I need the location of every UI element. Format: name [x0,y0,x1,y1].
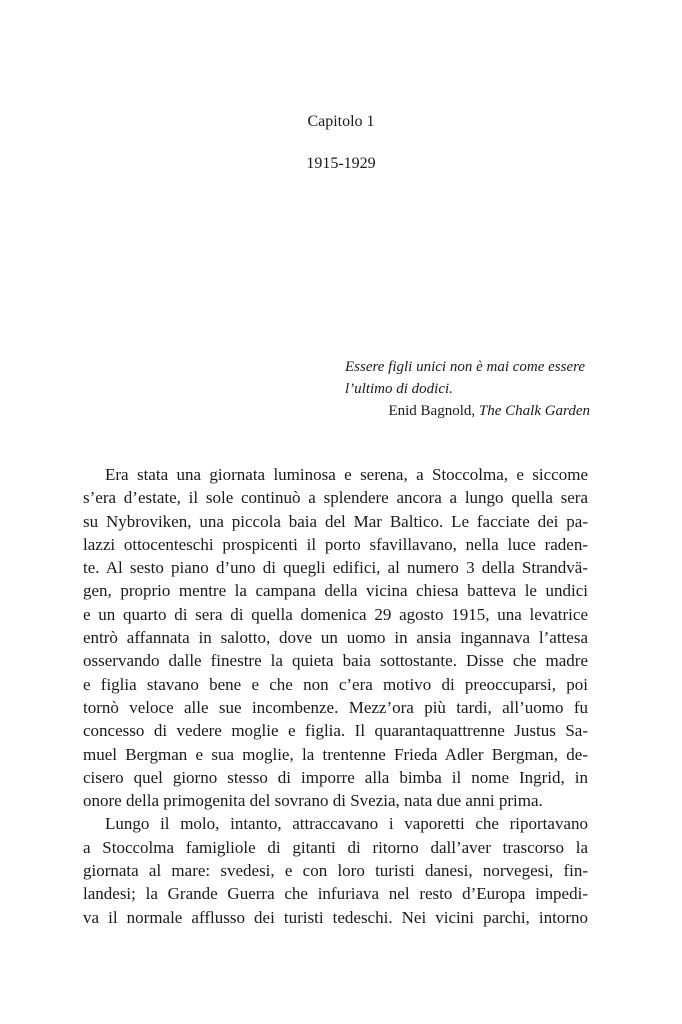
chapter-dates: 1915-1929 [306,155,376,172]
body-line: a Stoccolma famigliole di gitanti di ritorno dall’aver trascorso la [83,837,588,857]
body-line: Era stata una giornata luminosa e serena, a Stoccolma, e siccome [105,465,588,484]
body-line: entrò affannata in salotto, dove un uomo in ansia ingannava l’attesa [83,628,588,648]
epigraph-attribution [345,400,590,422]
body-line: e un quarto di sera di quella domenica 29 agosto 1915, una levatrice [83,604,588,624]
epigraph-quote-line: Essere figli unici non è mai come essere [345,359,586,375]
body-line: osservando dalle finestre la quieta baia sottostante. Disse che madre [83,651,588,671]
epigraph-quote-line: l’ultimo di dodici. [345,381,453,397]
body-line: va il normale afflusso dei turisti tedeschi. Nei vicini parchi, intorno [83,907,588,927]
body-line: su Nybroviken, una piccola baia del Mar Baltico. Le facciate dei pa- [83,511,588,531]
epigraph [345,356,590,422]
body-line: Lungo il molo, intanto, attraccavano i vaporetti che riportavano [105,814,588,834]
epigraph-author: Enid Bagnold, [388,403,479,419]
body-line: te. Al sesto piano d’uno di quegli edifici, al numero 3 della Strandvä- [83,558,588,578]
body-line: onore della primogenita del sovrano di Svezia, nata due anni prima. [83,791,543,811]
body-line: e figlia stavano bene e che non c’era motivo di preoccuparsi, poi [83,674,588,694]
body-line: concesso di vedere moglie e figlia. Il quarantaquattrenne Justus Sa- [83,721,588,741]
body-text [83,463,588,929]
body-line: lazzi ottocenteschi prospicenti il porto sfavillavano, nella luce raden- [83,534,588,554]
body-line: tornò veloce alle sue incombenze. Mezz’ora più tardi, all’uomo fu [83,697,588,717]
body-line: landesi; la Grande Guerra che infuriava nel resto d’Europa impedi- [83,884,588,904]
chapter-title: Capitolo 1 [307,113,375,130]
body-line: cisero quel giorno stesso di imporre alla bimba il nome Ingrid, in [83,767,588,787]
body-line: muel Bergman e sua moglie, la trentenne Frieda Adler Bergman, de- [83,744,588,764]
body-line: gen, proprio mentre la campana della vicina chiesa batteva le undici [83,581,588,601]
epigraph-work-title: The Chalk Garden [478,403,590,419]
body-line: s’era d’estate, il sole continuò a splendere ancora a lungo quella sera [83,488,588,508]
body-line: giornata al mare: svedesi, e con loro turisti danesi, norvegesi, fin- [83,861,588,881]
